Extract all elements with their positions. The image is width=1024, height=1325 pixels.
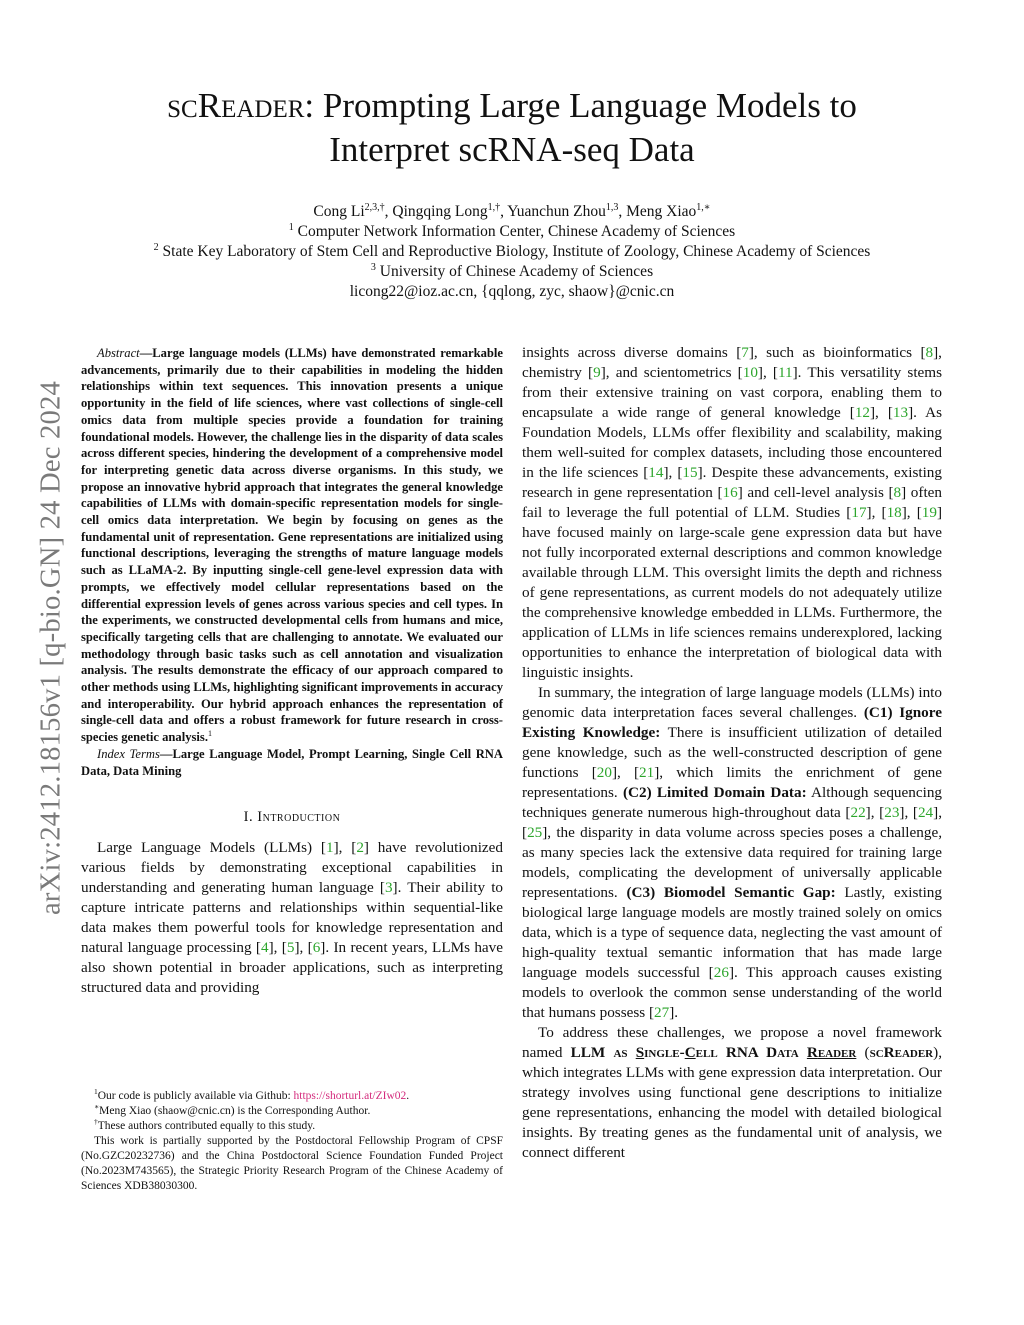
abstract-footnote-mark: 1: [207, 728, 212, 738]
footnote-corresponding: ∗Meng Xiao (shaow@cnic.cn) is the Corresponding Author.: [94, 1102, 371, 1117]
index-terms: [81, 746, 503, 779]
citation-link[interactable]: 14: [648, 464, 664, 481]
citation-link[interactable]: 20: [596, 764, 612, 781]
section-number: I.: [243, 809, 254, 826]
author-name: Yuanchun Zhou: [507, 203, 606, 220]
citation-link[interactable]: 9: [593, 364, 601, 381]
citation-link[interactable]: 10: [742, 364, 758, 381]
paragraph-proposal: To address these challenges, we propose a novel framework named LLM as Single-Cell RNA Data Reader (scReader), which integrates LLMs with gene expression data interpretation. Our strategy involves using functional gene descriptions to initialize gene representations, enhancing the model with detailed biological insights. By treating genes as the fundamental unit of analysis, we connect different: [522, 1024, 942, 1161]
affiliation-2: [60, 242, 964, 262]
right-column: [522, 343, 942, 1163]
footnote-funding: This work is partially supported by the Postdoctoral Fellowship Program of CPSF (No.GZC20232736) and the China Postdoctoral Science Foundation Funded Project (No.2023M743565), the Strategic Priority Research Program of the Chinese Academy of Sciences XDB38030300.: [81, 1135, 503, 1192]
title-method-name: scReader: [167, 86, 305, 125]
footnote-code: $^1$Our code is publicly available via Github: https://shorturl.at/ZIw02.: [94, 1087, 410, 1102]
affiliation-mark: 1: [288, 221, 294, 233]
citation-link[interactable]: 4: [261, 939, 269, 957]
citation-link[interactable]: 25: [527, 824, 543, 841]
affiliation-text: State Key Laboratory of Stem Cell and Reproductive Biology, Institute of Zoology, Chinese Academy of Sciences: [162, 243, 871, 260]
paragraph-continued: insights across diverse domains [7], such as bioinformatics [8], chemistry [9], and scientometrics [10], [11]. This versatility stems from their extensive training on vast corpora, enabling them to encapsulate a wide range of general knowledge [12], [13]. As Foundation Models, LLMs offer flexibility and scalability, making them well-suited for complex datasets, including those encountered in the life sciences [14], [15]. Despite these advancements, existing research in gene representation [16] and cell-level analysis [8] often fail to leverage the full potential of LLM. Studies [17], [18], [19] have focused mainly on large-scale gene expression data but have not fully incorporated external descriptions and common knowledge available through LLM. This oversight limits the depth and richness of gene representations, as current models do not adequately utilize the comprehensive knowledge embedded in LLMs. Furthermore, the application of LLMs in life sciences remains underexplored, lacking opportunities to enhance the interpretation of biological data with linguistic insights.: [522, 344, 943, 681]
paper-title: [80, 84, 944, 172]
citation-link[interactable]: 24: [917, 804, 934, 821]
citation-link[interactable]: 26: [713, 964, 729, 981]
citation-link[interactable]: 8: [893, 484, 902, 501]
citation-link[interactable]: 11: [778, 364, 793, 381]
section-title: Introduction: [257, 809, 341, 826]
title-line2: Interpret scRNA-seq Data: [329, 130, 695, 169]
citation-link[interactable]: 18: [886, 504, 902, 521]
left-column: [81, 345, 503, 998]
citation-link[interactable]: 19: [921, 504, 937, 521]
affiliation-1: [60, 222, 964, 242]
author-affil-mark: 1,∗: [696, 201, 711, 213]
citation-link[interactable]: 3: [384, 879, 393, 897]
author-name: Cong Li: [313, 203, 365, 220]
intro-paragraph: Large Language Models (LLMs) [1], [2] have revolutionized various fields by demonstrating exceptional capabilities in understanding and generating human language [3]. Their ability to capture intricate patterns and relationships within sequential-like data makes them powerful tools for knowledge representation and natural language processing [4], [5], [6]. In recent years, LLMs have also shown potential in broader applications, such as interpreting structured data and providing: [81, 839, 504, 997]
index-terms-label: Index Terms: [97, 746, 160, 761]
citation-link[interactable]: 23: [884, 804, 900, 821]
citation-link[interactable]: 12: [854, 404, 870, 421]
author-name: Qingqing Long: [392, 203, 488, 220]
citation-link[interactable]: 6: [312, 939, 321, 957]
author-affil-mark: 1,†: [487, 201, 501, 213]
index-terms-text: —Large Language Model, Prompt Learning, Single Cell RNA Data, Data Mining: [81, 746, 503, 778]
citation-link[interactable]: 27: [654, 1004, 670, 1021]
affiliation-mark: 3: [370, 261, 376, 273]
title-line1: : Prompting Large Language Models to: [304, 86, 857, 125]
paragraph-challenges: In summary, the integration of large language models (LLMs) into genomic data interpretation faces several challenges. (C1) Ignore Existing Knowledge: There is insufficient utilization of detailed gene knowledge, such as the well-constructed description of gene functions [20], [21], which limits the enrichment of gene representations. (C2) Limited Domain Data: Although sequencing techniques generate numerous high-throughout data [22], [23], [24], [25], the disparity in data volume across species poses a challenge, as many species lack the extensive data required for training large models, complicating the development of universally applicable representations. (C3) Biomodel Semantic Gap: Lastly, existing biological large language models are mostly trained solely on omics data, which is a type of sequence data, neglecting the vast amount of high-quality textual semantic information that has made large language models successful [26]. This approach causes existing models to overlook the common sense understanding of the world that humans possess [27].: [522, 684, 943, 1021]
section-heading-introduction: [81, 809, 503, 826]
arxiv-sidebar: [32, 333, 69, 963]
citation-link[interactable]: 8: [925, 344, 934, 361]
arxiv-identifier: arXiv:2412.18156v1 [q-bio.GN] 24 Dec 2024: [34, 381, 66, 915]
citation-link[interactable]: 17: [851, 504, 867, 521]
citation-link[interactable]: 5: [286, 939, 295, 957]
citation-link[interactable]: 2: [356, 839, 364, 857]
author-list: Cong $Li^{2,3,\dagger}$, Qingqing Long$^{1,\dagger}$, Yuanchun Zhou$^{1,3}$, Meng Xiao$^{1,∗}$: [313, 201, 711, 220]
affiliation-3: [60, 262, 964, 282]
citation-link[interactable]: 22: [850, 804, 866, 821]
citation-link[interactable]: 13: [892, 404, 909, 421]
citation-link[interactable]: 7: [741, 344, 749, 361]
method-name: scReader: [869, 1044, 934, 1061]
abstract-text: —Large language models (LLMs) have demonstrated remarkable advancements, primarily due to their capabilities in modeling the hidden relationships within text sequences. This innovation presents a unique opportunity in the field of life sciences, where vast collections of single-cell omics data from multiple species provide a foundation for training foundational models. However, the challenge lies in the disparity of data scales across different species, hindering the development of a comprehensive model for interpreting genetic data across diverse organisms. In this study, we propose an innovative hybrid approach that integrates the general knowledge capabilities of LLMs with domain-specific representation models for single-cell omics data interpretation. We begin by focusing on genes as the fundamental unit of representation. Gene representations are initialized using functional descriptions, leveraging the strengths of mature language models such as LLaMA-2. By inputting single-cell gene-level expression data with prompts, we effectively model cellular representations based on the differential expression levels of genes across various species and cell types. In the experiments, we constructed developmental cells from humans and mice, specifically targeting cells that are challenging to annotate. We evaluated our methodology through basic tasks such as cell annotation and visualization analysis. The results demonstrate the efficacy of our approach compared to other methods using LLMs, highlighting significant improvements in accuracy and interoperability. Our hybrid approach enhances the representation of single-cell data and offers a robust framework for future research in cross-species genetic analysis.: [81, 346, 503, 745]
affiliation-text: University of Chinese Academy of Sciences: [379, 263, 654, 280]
footnote-equal-contribution: †These authors contributed equally to this study.: [94, 1117, 316, 1132]
citation-link[interactable]: 21: [639, 764, 655, 781]
footnotes: [81, 1089, 503, 1194]
abstract-label: Abstract: [97, 346, 140, 360]
affiliation-mark: 2: [153, 241, 159, 253]
author-block: [60, 202, 964, 302]
github-link[interactable]: https://shorturl.at/ZIw02: [293, 1090, 407, 1102]
author-affil-mark: 2,3,†: [364, 201, 385, 213]
author-emails: licong22@ioz.ac.cn, {qqlong, zyc, shaow}@cnic.cn: [349, 283, 675, 300]
affiliation-text: Computer Network Information Center, Chinese Academy of Sciences: [297, 223, 736, 240]
author-affil-mark: 1,3: [605, 201, 619, 213]
author-name: Meng Xiao: [626, 203, 697, 220]
abstract: [81, 345, 503, 746]
citation-link[interactable]: 16: [722, 484, 738, 501]
citation-link[interactable]: 15: [682, 464, 698, 481]
citation-link[interactable]: 1: [325, 839, 334, 857]
